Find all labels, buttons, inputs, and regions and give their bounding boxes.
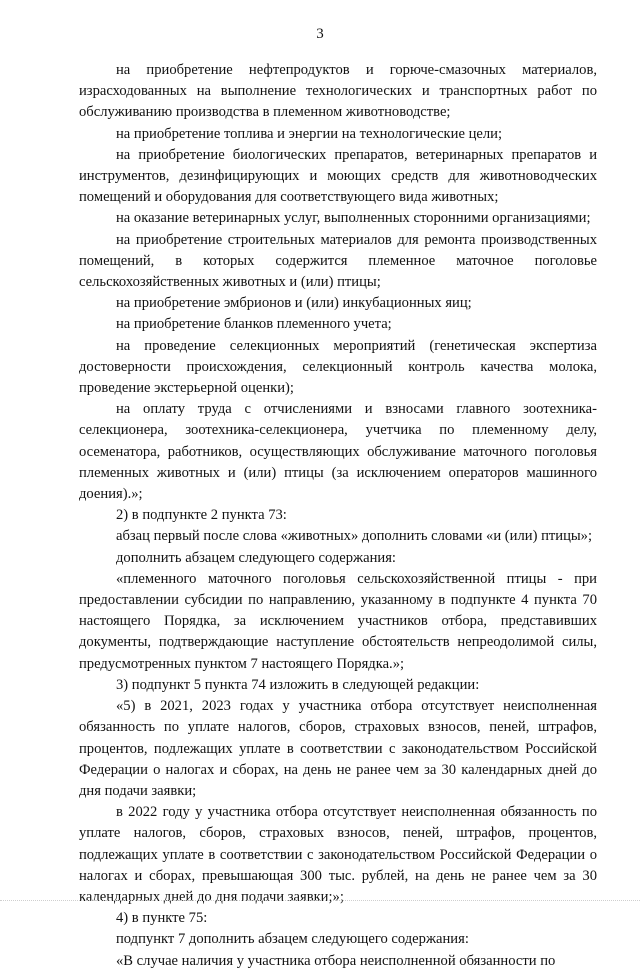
paragraph: «В случае наличия у участника отбора неисполненной обязанности по [116,952,556,969]
paragraph: дополнить абзацем следующего содержания: [116,549,396,566]
page-bottom-edge [0,900,640,901]
paragraph: на проведение селекционных мероприятий (генетическая экспертиза достоверности происхождения, селекционный контроль качества молока, проведение экстерьерной оценки); [79,337,597,397]
paragraph: абзац первый после слова «животных» дополнить словами «и (или) птицы»; [116,528,593,545]
paragraph: на приобретение нефтепродуктов и горюче-смазочных материалов, израсходованных на выполнение технологических и транспортных работ по обслуживанию производства в племенном животноводстве; [79,62,597,121]
paragraph: подпункт 7 дополнить абзацем следующего содержания: [116,931,469,948]
paragraph: «5) в 2021, 2023 годах у участника отбора отсутствует неисполненная обязанность по уплате налогов, сборов, страховых взносов, пеней, штрафов, процентов, подлежащих уплате в соответствии с законодательством Российской Федерации о налогах и сборах, на день не ранее чем за 30 календарных дней до дня подачи заявки; [79,698,597,799]
paragraph: «племенного маточного поголовья сельскохозяйственной птицы - при предоставлении субсидии по направлению, указанному в подпункте 4 пункта 70 настоящего Порядка, за исключением участников отбора, представивших документы, подтверждающие наступление обстоятельств непреодолимой силы, предусмотренных пунктом 7 настоящего Порядка.»; [79,570,597,672]
document-body [79,60,597,972]
paragraph: на приобретение строительных материалов для ремонта производственных помещений, в которых содержится племенное маточное поголовье сельскохозяйственных животных и (или) птицы; [79,231,597,291]
paragraph: 4) в пункте 75: [116,910,208,927]
paragraph: в 2022 году у участника отбора отсутствует неисполненная обязанность по уплате налогов, сборов, страховых взносов, пеней, штрафов, процентов, подлежащих уплате в соответствии с законодательством Российской Федерации о налогах и сборах, превышающая 300 тыс. рублей, на день не ранее чем за 30 календарных дней до дня подачи заявки;»; [79,804,597,905]
paragraph: на приобретение биологических препаратов, ветеринарных препаратов и инструментов, дезинфицирующих и моющих средств для животноводческих помещений и оборудования для соответствующего вида животных; [79,146,597,206]
page-number: 3 [316,26,324,42]
paragraph: на приобретение топлива и энергии на технологические цели; [116,125,503,142]
paragraph: 3) подпункт 5 пункта 74 изложить в следующей редакции: [116,676,480,693]
paragraph: на приобретение бланков племенного учета; [116,316,392,333]
paragraph: на приобретение эмбрионов и (или) инкубационных яиц; [116,295,472,312]
paragraph: на оказание ветеринарных услуг, выполненных сторонними организациями; [116,210,591,227]
paragraph: 2) в подпункте 2 пункта 73: [116,507,287,524]
paragraph: на оплату труда с отчислениями и взносами главного зоотехника-селекционера, зоотехника-селекционера, учетчика по племенному делу, осеменатора, работников, осуществляющих обслуживание маточного поголовья племенных животных и (или) птицы (за исключением операторов машинного доения).»; [79,401,597,503]
